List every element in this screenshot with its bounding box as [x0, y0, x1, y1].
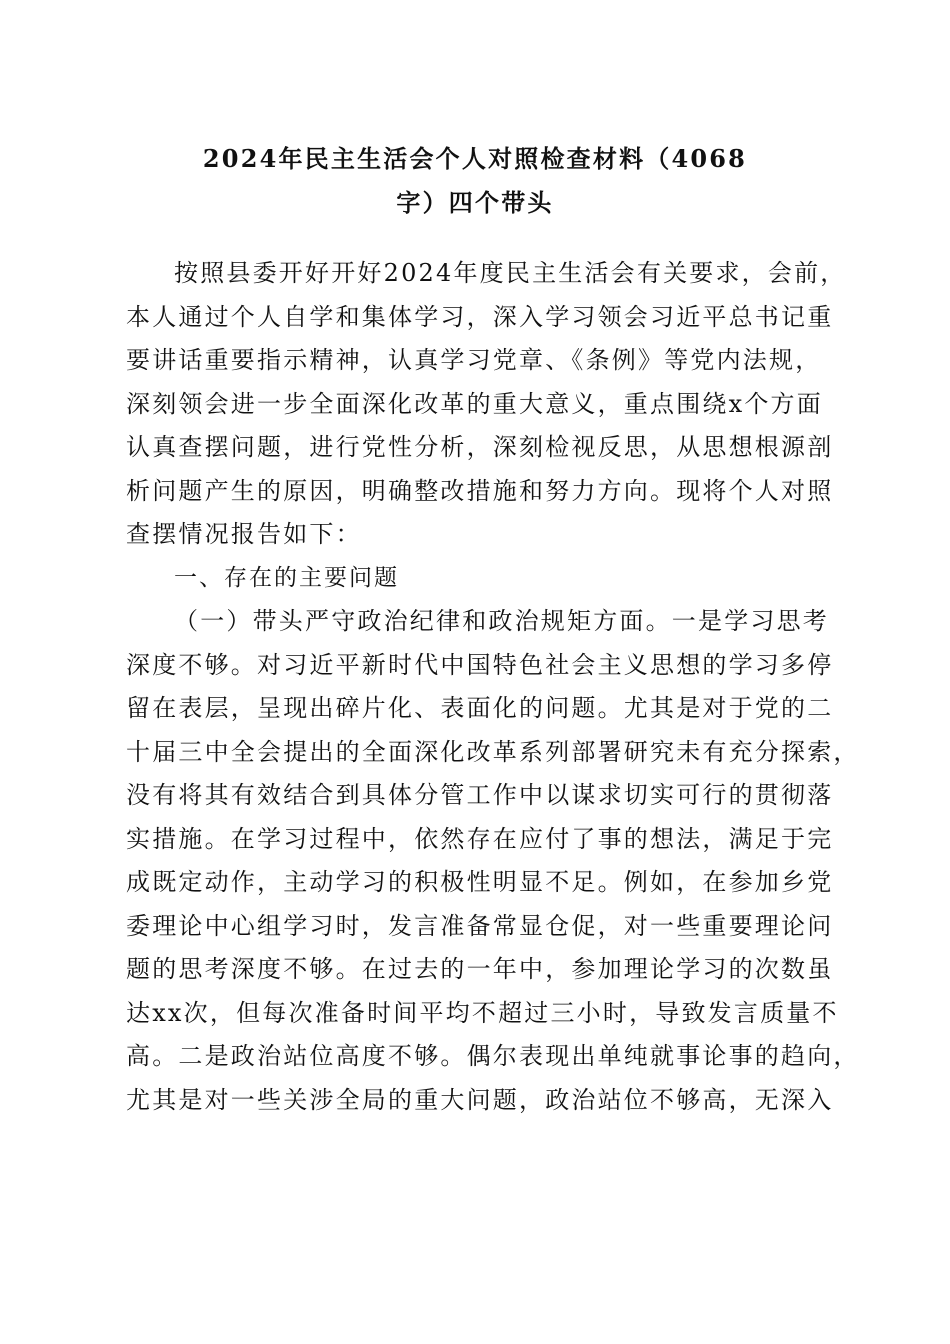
- section-line: 委理论中心组学习时，发言准备常显仓促，对一些重要理论问: [126, 911, 834, 940]
- document-title: [120, 137, 830, 224]
- intro-line: 按照县委开好开好2024年度民主生活会有关要求，会前，: [174, 259, 847, 287]
- section-line: 没有将其有效结合到具体分管工作中以谋求切实可行的贯彻落: [126, 781, 834, 809]
- section-line: 十届三中全会提出的全面深化改革系列部署研究未有充分探索，: [126, 737, 860, 766]
- section-line: （一）带头严守政治纪律和政治规矩方面。一是学习思考: [174, 607, 829, 635]
- intro-line: 要讲话重要指示精神，认真学习党章、《条例》等党内法规，: [126, 346, 822, 374]
- intro-line: 本人通过个人自学和集体学习，深入学习领会习近平总书记重: [126, 302, 834, 331]
- intro-paragraph: [126, 252, 847, 557]
- section-paragraph: [126, 600, 860, 1122]
- title-line-1: 2024年民主生活会个人对照检查材料（4068: [202, 144, 748, 173]
- title-line-2: 字）四个带头: [396, 187, 554, 217]
- section-line: 留在表层，呈现出碎片化、表面化的问题。尤其是对于党的二: [126, 694, 834, 722]
- section-line: 实措施。在学习过程中，依然存在应付了事的想法，满足于完: [126, 824, 834, 853]
- section-line: 深度不够。对习近平新时代中国特色社会主义思想的学习多停: [126, 650, 834, 679]
- document-body: [126, 252, 860, 1122]
- section-line: 题的思考深度不够。在过去的一年中，参加理论学习的次数虽: [126, 955, 834, 983]
- intro-line: 认真查摆问题，进行党性分析，深刻检视反思，从思想根源剖: [126, 433, 834, 461]
- intro-line: 深刻领会进一步全面深化改革的重大意义，重点围绕x个方面: [126, 389, 823, 418]
- section-line: 高。二是政治站位高度不够。偶尔表现出单纯就事论事的趋向，: [126, 1042, 860, 1070]
- section-line: 成既定动作，主动学习的积极性明显不足。例如，在参加乡党: [126, 868, 834, 896]
- section-line: 达xx次，但每次准备时间平均不超过三小时，导致发言质量不: [126, 998, 839, 1027]
- section-line: 尤其是对一些关涉全局的重大问题，政治站位不够高，无深入: [126, 1085, 834, 1114]
- section-heading: 一、存在的主要问题: [174, 564, 399, 591]
- intro-line: 析问题产生的原因，明确整改措施和努力方向。现将个人对照: [126, 476, 834, 505]
- intro-line: 查摆情况报告如下：: [126, 520, 362, 548]
